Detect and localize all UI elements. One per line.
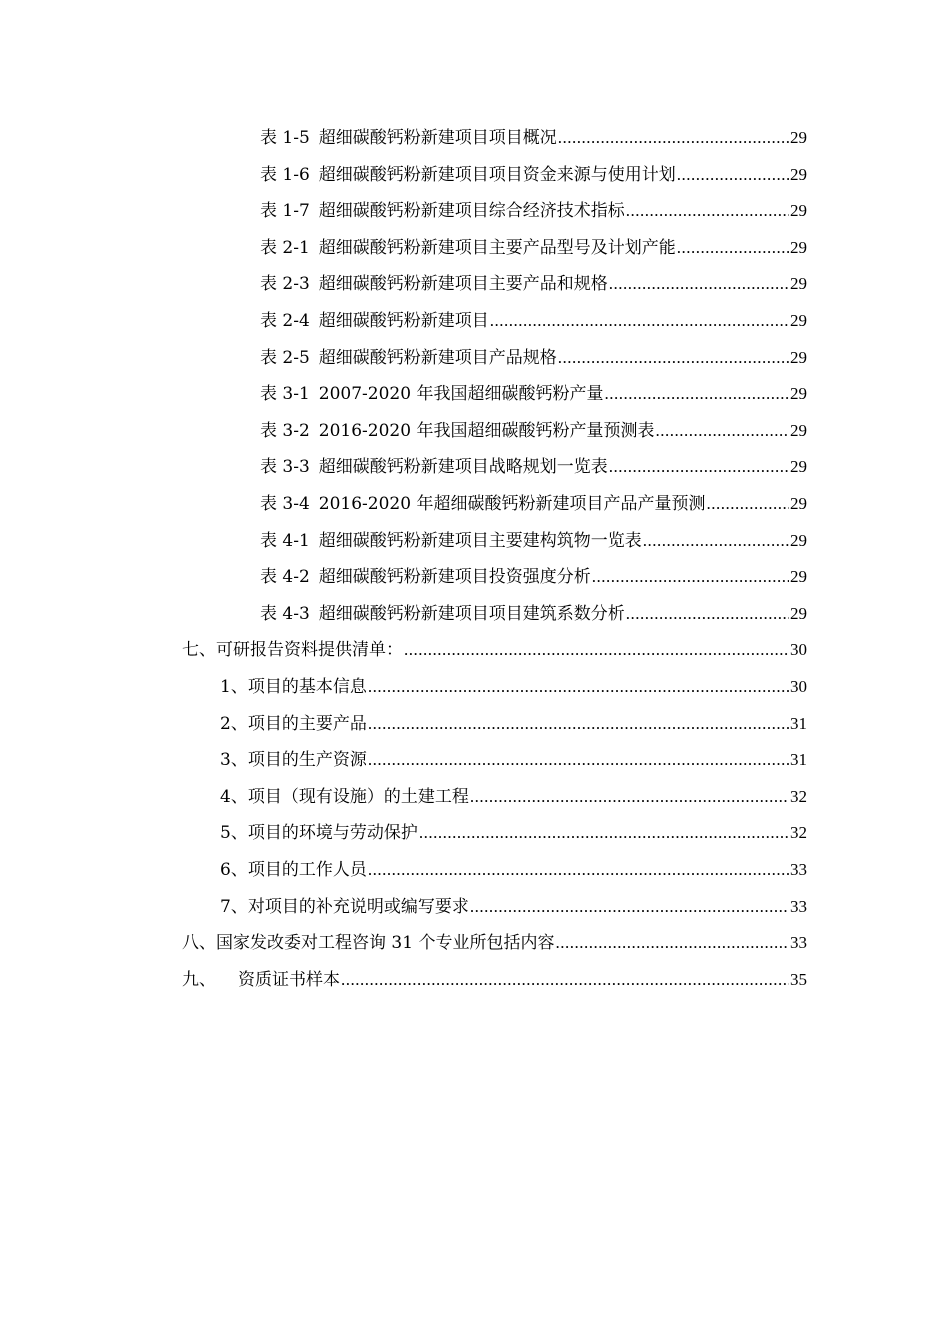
toc-entry-title: 超细碳酸钙粉新建项目产品规格 xyxy=(318,347,557,368)
toc-entry-title: 超细碳酸钙粉新建项目 xyxy=(318,311,489,331)
toc-entry-page: 29 xyxy=(790,457,807,477)
toc-entry-label xyxy=(260,449,608,486)
toc-entry-label xyxy=(260,340,557,377)
toc-entry-label xyxy=(260,230,676,267)
toc-entry-label xyxy=(260,559,591,596)
toc-entry-page: 29 xyxy=(790,164,807,184)
toc-entry-label xyxy=(220,669,367,706)
toc-entry-number: 表 2-5 xyxy=(260,347,310,368)
toc-entry-table-1-7[interactable] xyxy=(260,193,807,230)
toc-entry-number: 表 4-1 xyxy=(260,530,310,551)
toc-entry-table-4-1[interactable] xyxy=(260,523,807,560)
toc-entry-title: 2007-2020 年我国超细碳酸钙粉产量 xyxy=(318,384,604,405)
toc-entry-label xyxy=(220,779,469,816)
toc-entry-table-2-5[interactable] xyxy=(260,340,807,377)
toc-entry-number: 表 2-4 xyxy=(260,311,310,331)
toc-entry-number: 表 4-3 xyxy=(260,603,310,624)
toc-entry-title: 超细碳酸钙粉新建项目主要产品型号及计划产能 xyxy=(318,237,676,258)
toc-entry-page: 29 xyxy=(790,347,807,367)
toc-entry-title: 2016-2020 年我国超细碳酸钙粉产量预测表 xyxy=(318,420,655,441)
toc-entry-page: 30 xyxy=(790,640,807,660)
dot-leader xyxy=(558,340,789,377)
dot-leader xyxy=(677,230,789,267)
dot-leader xyxy=(470,779,789,816)
dot-leader xyxy=(470,889,789,926)
toc-entry-page: 33 xyxy=(790,896,807,916)
toc-entry-item-6[interactable] xyxy=(220,852,807,889)
toc-entry-page: 29 xyxy=(790,530,807,550)
dot-leader xyxy=(555,925,789,962)
toc-entry-item-2[interactable] xyxy=(220,706,807,743)
toc-entry-table-1-5[interactable] xyxy=(260,120,807,157)
dot-leader xyxy=(604,376,789,413)
toc-entry-number: 表 1-6 xyxy=(260,164,310,185)
toc-entry-page: 29 xyxy=(790,311,807,330)
toc-entry-number: 表 3-1 xyxy=(260,384,310,405)
toc-entry-item-5[interactable] xyxy=(220,815,807,852)
dot-leader xyxy=(368,669,789,706)
toc-entry-item-4[interactable] xyxy=(220,779,807,816)
toc-entry-title: 超细碳酸钙粉新建项目项目资金来源与使用计划 xyxy=(318,164,676,185)
toc-entry-table-3-4[interactable] xyxy=(260,486,807,523)
toc-entry-page: 32 xyxy=(790,786,807,806)
toc-entry-label xyxy=(260,303,489,340)
toc-entry-page: 29 xyxy=(790,567,807,587)
toc-entry-title: 超细碳酸钙粉新建项目投资强度分析 xyxy=(318,567,591,588)
toc-entry-title: 国家发改委对工程咨询 31 个专业所包括内容 xyxy=(216,933,555,954)
toc-entry-number: 表 2-3 xyxy=(260,274,310,295)
toc-entry-title: 对项目的补充说明或编写要求 xyxy=(247,896,469,917)
toc-entry-label xyxy=(182,962,340,999)
toc-entry-item-1[interactable] xyxy=(220,669,807,706)
dot-leader xyxy=(592,559,789,596)
toc-entry-label xyxy=(260,193,625,230)
toc-entry-title: 超细碳酸钙粉新建项目项目建筑系数分析 xyxy=(318,603,625,624)
toc-entry-number: 5、 xyxy=(220,823,248,844)
toc-entry-page: 29 xyxy=(790,384,807,404)
toc-entry-number: 表 3-2 xyxy=(260,420,310,441)
toc-entry-section-8[interactable] xyxy=(182,925,807,962)
toc-entry-table-3-3[interactable] xyxy=(260,449,807,486)
dot-leader xyxy=(368,706,789,743)
toc-entry-number: 3、 xyxy=(220,750,248,771)
toc-entry-page: 35 xyxy=(790,969,807,989)
toc-entry-title: 2016-2020 年超细碳酸钙粉新建项目产品产量预测 xyxy=(318,494,706,514)
toc-entry-label xyxy=(220,852,367,889)
toc-entry-number: 七、 xyxy=(182,640,216,661)
toc-entry-title: 项目的环境与劳动保护 xyxy=(247,823,418,844)
toc-entry-page: 33 xyxy=(790,860,807,879)
dot-leader xyxy=(368,852,789,889)
toc-entry-title: 项目的主要产品 xyxy=(247,713,367,734)
toc-entry-number: 八、 xyxy=(182,933,216,954)
toc-entry-page: 29 xyxy=(790,201,807,221)
toc-entry-number: 4、 xyxy=(220,786,248,807)
toc-entry-page: 31 xyxy=(790,750,807,770)
toc-entry-label xyxy=(260,266,608,303)
toc-entry-label xyxy=(220,815,418,852)
toc-entry-title: 资质证书样本 xyxy=(238,969,340,990)
dot-leader xyxy=(490,303,789,340)
toc-entry-label xyxy=(260,486,705,523)
dot-leader xyxy=(419,815,789,852)
dot-leader xyxy=(626,596,789,633)
toc-entry-number: 表 1-5 xyxy=(260,128,310,148)
toc-entry-page: 29 xyxy=(790,274,807,294)
toc-entry-table-3-1[interactable] xyxy=(260,376,807,413)
dot-leader xyxy=(677,157,789,194)
dot-leader xyxy=(558,120,789,157)
toc-entry-page: 29 xyxy=(790,603,807,623)
toc-entry-table-2-1[interactable] xyxy=(260,230,807,267)
toc-entry-label xyxy=(260,413,654,450)
toc-entry-title: 超细碳酸钙粉新建项目主要建构筑物一览表 xyxy=(318,530,642,551)
toc-entry-title: 超细碳酸钙粉新建项目综合经济技术指标 xyxy=(318,201,625,222)
toc-entry-label xyxy=(182,632,403,669)
toc-entry-label xyxy=(260,523,642,560)
toc-entry-table-1-6[interactable] xyxy=(260,157,807,194)
toc-entry-number: 1、 xyxy=(220,677,248,697)
toc-entry-table-4-3[interactable] xyxy=(260,596,807,633)
toc-entry-label xyxy=(260,120,557,157)
toc-entry-title: 可研报告资料提供清单： xyxy=(216,640,403,661)
toc-entry-number: 表 2-1 xyxy=(260,237,310,258)
toc-entry-page: 30 xyxy=(790,677,807,696)
toc-entry-label xyxy=(220,742,367,779)
toc-entry-number: 表 1-7 xyxy=(260,201,310,222)
toc-entry-title: 项目的工作人员 xyxy=(247,860,367,880)
toc-entry-title: 项目的生产资源 xyxy=(247,750,367,771)
toc-entry-number: 九、 xyxy=(182,969,216,990)
dot-leader xyxy=(609,266,789,303)
toc-entry-table-4-2[interactable] xyxy=(260,559,807,596)
dot-leader xyxy=(404,632,789,669)
toc-entry-page: 29 xyxy=(790,237,807,257)
toc-entry-page: 32 xyxy=(790,823,807,843)
toc-entry-number: 2、 xyxy=(220,713,248,734)
toc-entry-label xyxy=(260,157,676,194)
toc-entry-page: 31 xyxy=(790,713,807,733)
toc-entry-number: 表 3-4 xyxy=(260,494,310,514)
toc-entry-page: 29 xyxy=(790,420,807,440)
toc-entry-section-9[interactable] xyxy=(182,962,807,999)
toc-entry-table-3-2[interactable] xyxy=(260,413,807,450)
toc-entry-item-3[interactable] xyxy=(220,742,807,779)
dot-leader xyxy=(655,413,789,450)
toc-entry-label xyxy=(220,889,469,926)
toc-entry-label xyxy=(260,376,603,413)
dot-leader xyxy=(609,449,789,486)
toc-entry-section-7[interactable] xyxy=(182,632,807,669)
toc-entry-table-2-4[interactable] xyxy=(260,303,807,340)
toc-entry-item-7[interactable] xyxy=(220,889,807,926)
toc-entry-page: 29 xyxy=(790,494,807,513)
dot-leader xyxy=(643,523,789,560)
dot-leader xyxy=(341,962,789,999)
dot-leader xyxy=(706,486,789,523)
toc-entry-title: 超细碳酸钙粉新建项目项目概况 xyxy=(318,128,557,148)
toc-entry-label xyxy=(260,596,625,633)
toc-entry-number: 7、 xyxy=(220,896,248,917)
toc-entry-number: 6、 xyxy=(220,860,248,880)
toc-entry-label xyxy=(220,706,367,743)
dot-leader xyxy=(368,742,789,779)
toc-entry-table-2-3[interactable] xyxy=(260,266,807,303)
toc-entry-number: 表 3-3 xyxy=(260,457,310,478)
dot-leader xyxy=(626,193,789,230)
toc-entry-title: 项目的基本信息 xyxy=(247,677,367,697)
toc-entry-title: 项目（现有设施）的土建工程 xyxy=(247,786,469,807)
toc-entry-page: 33 xyxy=(790,933,807,953)
toc-entry-number: 表 4-2 xyxy=(260,567,310,588)
toc-entry-title: 超细碳酸钙粉新建项目主要产品和规格 xyxy=(318,274,608,295)
toc-entry-label xyxy=(182,925,554,962)
toc-entry-title: 超细碳酸钙粉新建项目战略规划一览表 xyxy=(318,457,608,478)
toc-entry-page: 29 xyxy=(790,128,807,147)
